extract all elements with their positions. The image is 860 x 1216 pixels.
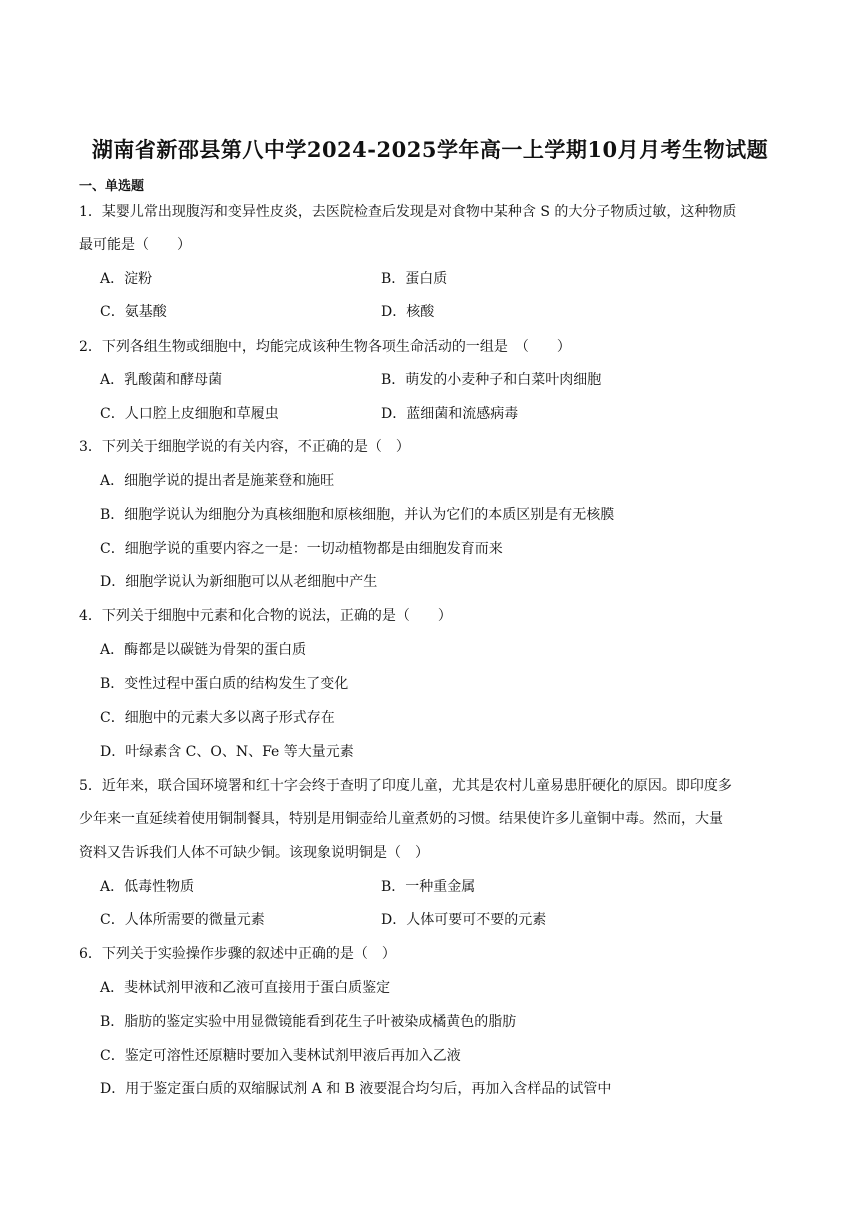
question-6-option-c: C．鉴定可溶性还原糖时要加入斐林试剂甲液后再加入乙液 xyxy=(100,1048,461,1064)
question-2-option-a: A．乳酸菌和酵母菌 xyxy=(100,372,223,388)
question-5-option-b: B．一种重金属 xyxy=(381,879,476,895)
question-6-option-a: A．斐林试剂甲液和乙液可直接用于蛋白质鉴定 xyxy=(100,980,391,996)
question-5-stem-line-1: 5．近年来，联合国环境署和红十字会终于查明了印度儿童，尤其是农村儿童易患肝硬化的原因。即印度多 xyxy=(79,778,732,794)
page-title: 湖南省新邵县第八中学2024-2025学年高一上学期10月月考生物试题 xyxy=(91,137,769,162)
question-5-option-a: A．低毒性物质 xyxy=(100,879,195,895)
question-2-option-d: D．蓝细菌和流感病毒 xyxy=(381,406,519,422)
question-5-option-d: D．人体可要可不要的元素 xyxy=(381,912,547,928)
question-3-stem-line-1: 3．下列关于细胞学说的有关内容，不正确的是（ ） xyxy=(79,439,410,455)
question-1-option-a: A．淀粉 xyxy=(100,271,153,287)
question-6-option-d: D．用于鉴定蛋白质的双缩脲试剂 A 和 B 液要混合均匀后，再加入含样品的试管中 xyxy=(100,1081,612,1097)
question-3-option-b: B．细胞学说认为细胞分为真核细胞和原核细胞，并认为它们的本质区别是有无核膜 xyxy=(100,507,615,523)
question-3-option-c: C．细胞学说的重要内容之一是：一切动植物都是由细胞发育而来 xyxy=(100,541,503,557)
question-5-option-c: C．人体所需要的微量元素 xyxy=(100,912,265,928)
question-5-stem-line-3: 资料又告诉我们人体不可缺少铜。该现象说明铜是（ ） xyxy=(79,845,429,861)
question-6-option-b: B．脂肪的鉴定实验中用显微镜能看到花生子叶被染成橘黄色的脂肪 xyxy=(100,1014,517,1030)
question-4-option-c: C．细胞中的元素大多以离子形式存在 xyxy=(100,710,335,726)
question-3-option-d: D．细胞学说认为新细胞可以从老细胞中产生 xyxy=(100,574,378,590)
section-title: 一、单选题 xyxy=(79,179,145,194)
question-4-option-d: D．叶绿素含 C、O、N、Fe 等大量元素 xyxy=(100,744,354,760)
question-2-option-c: C．人口腔上皮细胞和草履虫 xyxy=(100,406,279,422)
question-1-option-c: C．氨基酸 xyxy=(100,304,167,320)
question-3-option-a: A．细胞学说的提出者是施莱登和施旺 xyxy=(100,473,335,489)
question-2-stem-line-1: 2．下列各组生物或细胞中，均能完成该种生物各项生命活动的一组是 （ ） xyxy=(79,339,571,355)
question-4-option-b: B．变性过程中蛋白质的结构发生了变化 xyxy=(100,676,349,692)
question-1-stem-line-1: 1．某婴儿常出现腹泻和变异性皮炎，去医院检查后发现是对食物中某种含 S 的大分子物质过敏，这种物质 xyxy=(79,204,737,220)
question-4-option-a: A．酶都是以碳链为骨架的蛋白质 xyxy=(100,642,307,658)
question-6-stem-line-1: 6．下列关于实验操作步骤的叙述中正确的是（ ） xyxy=(79,946,396,962)
question-1-stem-line-2: 最可能是（ ） xyxy=(79,237,191,253)
question-1-option-d: D．核酸 xyxy=(381,304,435,320)
question-4-stem-line-1: 4．下列关于细胞中元素和化合物的说法，正确的是（ ） xyxy=(79,608,452,624)
question-2-option-b: B．萌发的小麦种子和白菜叶肉细胞 xyxy=(381,372,602,388)
question-1-option-b: B．蛋白质 xyxy=(381,271,448,287)
question-5-stem-line-2: 少年来一直延续着使用铜制餐具，特别是用铜壶给儿童煮奶的习惯。结果使许多儿童铜中毒。然而，大量 xyxy=(79,811,723,827)
